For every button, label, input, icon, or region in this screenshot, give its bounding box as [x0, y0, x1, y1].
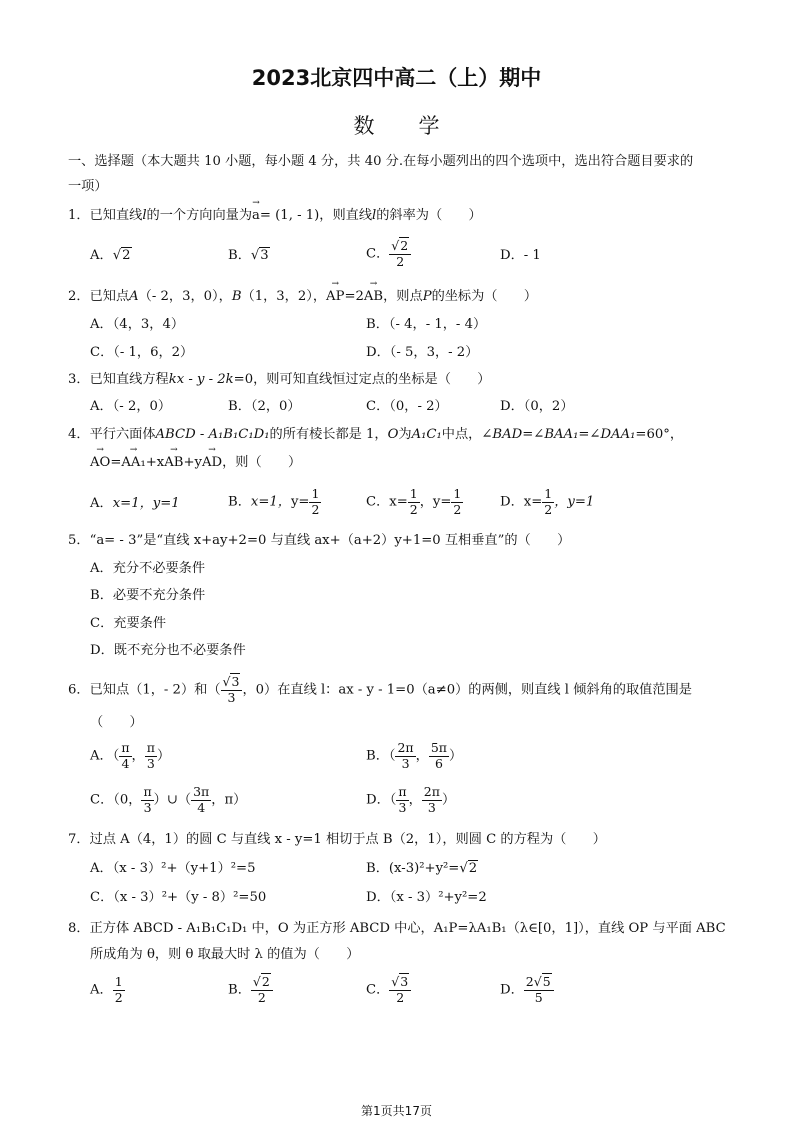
- q1-option-c: [366, 240, 411, 268]
- q4-vector: → AB: [164, 456, 183, 469]
- fraction: $\frac{1}{2}$: [453, 486, 462, 517]
- q2-text: （- 2，3，0），: [138, 289, 232, 304]
- question-1-stem: [68, 209, 482, 222]
- subject-title: 数学: [353, 114, 484, 138]
- q6-option-d: D．（ $\frac{\pi}{3}$ ， $\frac{2\pi}{3}$ ）: [366, 784, 456, 815]
- q4-option-b: B．x=1，y= $\frac{1}{2}$: [228, 486, 320, 517]
- q6-text: 6．已知点（1，- 2）和（: [68, 682, 221, 698]
- q4-option-a: A．x=1，y=1: [90, 496, 180, 511]
- question-5-stem: 5．“a= - 3”是“直线 x+ay+2=0 与直线 ax+（a+2）y+1=0 互相垂直”的（ ）: [68, 533, 571, 548]
- q4-text: 4．平行六面体: [68, 427, 156, 442]
- q4-solid: ABCD - A₁B₁C₁D₁: [155, 427, 270, 442]
- q4-vector: → AD: [202, 456, 222, 469]
- q4-text: 的所有棱长都是 1，: [269, 427, 388, 442]
- q2-option-c: C．（- 1，6，2）: [90, 345, 194, 360]
- q6-option-c: C．（0， $\frac{\pi}{3}$ ）∪（ $\frac{3\pi}{4}$ ，π）: [90, 784, 247, 815]
- q4-text: =60°，: [635, 427, 684, 442]
- q2-text: ，则点: [383, 289, 423, 304]
- question-2-stem: [68, 290, 537, 303]
- q2-text: =2: [344, 289, 364, 304]
- q1-var: l: [372, 208, 377, 223]
- q1-vector: → a: [252, 209, 260, 222]
- q3-option-a: A．（- 2，0）: [90, 399, 172, 414]
- q6-option-a: A．（ $\frac{\pi}{4}$ ， $\frac{\pi}{3}$ ）: [90, 740, 171, 771]
- q1-text: 的一个方向向量为: [146, 208, 253, 223]
- fraction: $\frac{√2}{2}$: [389, 240, 411, 268]
- q2-text: （1，3，2），: [241, 289, 327, 304]
- fraction: $\frac{1}{2}$: [311, 486, 320, 517]
- question-8-stem-line2: 所成角为 θ，则 θ 取最大时 λ 的值为（ ）: [90, 947, 360, 962]
- q5-option-b: B．必要不充分条件: [90, 588, 206, 603]
- option-label: B．: [228, 248, 251, 263]
- q5-option-a: A．充分不必要条件: [90, 561, 206, 576]
- q2-vector: → AP: [326, 290, 344, 303]
- q3-option-c: C．（0，- 2）: [366, 399, 448, 414]
- question-4-stem-line1: [68, 428, 683, 441]
- option-value: - 1: [523, 248, 541, 263]
- question-7-stem: 7．过点 A（4，1）的圆 C 与直线 x - y=1 相切于点 B（2，1），则圆 C 的方程为（ ）: [68, 832, 606, 847]
- q1-text: 的斜率为（ ）: [376, 208, 482, 223]
- q4-text: =: [110, 455, 122, 470]
- q7-option-d: D．（x - 3）²+y²=2: [366, 890, 487, 905]
- option-label: A．: [90, 248, 113, 263]
- q8-option-d: D． $\frac{2√5}{5}$: [500, 976, 554, 1004]
- question-8-stem-line1: 8．正方体 ABCD - A₁B₁C₁D₁ 中，O 为正方形 ABCD 中心，A₁P=λA₁B₁（λ∈[0，1]），直线 OP 与平面 ABC: [68, 921, 726, 936]
- q2-vector: → AB: [364, 290, 383, 303]
- question-4-stem-line2: [90, 456, 301, 469]
- q6-option-b: B．（ $\frac{2\pi}{3}$ ， $\frac{5\pi}{6}$ ）: [366, 740, 463, 771]
- q6-text: ，0）在直线 l：ax - y - 1=0（a≠0）的两侧，则直线 l 倾斜角的取值范围是: [242, 682, 692, 698]
- question-3-stem: [68, 373, 490, 386]
- q3-option-b: B．（2，0）: [228, 399, 301, 414]
- q1-option-d: [500, 249, 541, 262]
- q1-var: l: [142, 208, 147, 223]
- fraction: $\frac{√3}{3}$: [221, 676, 243, 704]
- fraction: $\frac{1}{2}$: [544, 486, 553, 517]
- q1-text: 1．已知直线: [68, 208, 143, 223]
- section-heading-line1: 一、选择题（本大题共 10 小题，每小题 4 分，共 40 分.在每小题列出的四个选项中，选出符合题目要求的: [68, 154, 694, 169]
- q1-option-b: B．√3: [228, 248, 269, 263]
- page-title: 2023北京四中高二（上）期中: [251, 66, 542, 90]
- fraction: $\frac{1}{2}$: [409, 486, 418, 517]
- q4-vector: → AO: [90, 456, 110, 469]
- q2-text: 的坐标为（ ）: [431, 289, 538, 304]
- q8-option-a: A． $\frac{1}{2}$: [90, 974, 123, 1005]
- q4-option-c: C．x= $\frac{1}{2}$ ，y= $\frac{1}{2}$: [366, 486, 462, 517]
- option-label: C．: [366, 246, 390, 262]
- question-6-stem: [68, 676, 692, 704]
- q3-text: 3．已知直线方程: [68, 372, 169, 387]
- q8-option-c: C． $\frac{√3}{2}$: [366, 976, 411, 1004]
- option-value: 3: [260, 248, 269, 263]
- q7-option-b: B．(x-3)²+y²=√2: [366, 861, 478, 876]
- section-heading-line2: 一项）: [68, 179, 108, 194]
- q1-option-a: A．√2: [90, 248, 131, 263]
- q2-option-d: D．（- 5，3，- 2）: [366, 345, 479, 360]
- q3-option-d: D．（0，2）: [500, 399, 574, 414]
- q4-text: 中点，∠: [441, 427, 493, 442]
- q4-vector: → AA₁: [121, 456, 145, 469]
- q4-angle: BAD: [492, 427, 523, 442]
- q5-option-c: C．充要条件: [90, 616, 167, 631]
- q4-text: 为: [398, 427, 412, 442]
- q4-text: +x: [145, 455, 165, 470]
- q8-option-b: B． $\frac{√2}{2}$: [228, 976, 273, 1004]
- q4-angle: BAA₁: [544, 427, 579, 442]
- q1-text: = (1, - 1)，则直线: [259, 208, 373, 223]
- q4-text: +y: [183, 455, 202, 470]
- page-footer: 第1页共17页: [361, 1104, 432, 1118]
- q4-var: O: [387, 427, 399, 442]
- q4-text: =∠: [578, 427, 601, 442]
- q2-option-b: B．（- 4，- 1，- 4）: [366, 317, 487, 332]
- q4-angle: DAA₁: [600, 427, 636, 442]
- q7-option-c: C．（x - 3）²+（y - 8）²=50: [90, 890, 267, 905]
- q4-option-d: D．x= $\frac{1}{2}$ ，y=1: [500, 486, 595, 517]
- q3-text: =0，则可知直线恒过定点的坐标是（ ）: [233, 372, 491, 387]
- q2-var: B: [231, 289, 242, 304]
- question-6-paren: （ ）: [90, 715, 143, 730]
- q4-text: =∠: [522, 427, 545, 442]
- q2-text: 2．已知点: [68, 289, 130, 304]
- q4-text: ，则（ ）: [222, 455, 302, 470]
- q2-option-a: A．（4，3，4）: [90, 317, 185, 332]
- q4-var: A₁C₁: [411, 427, 442, 442]
- q2-var: P: [422, 289, 432, 304]
- q7-option-a: A．（x - 3）²+（y+1）²=5: [90, 861, 256, 876]
- q5-option-d: D．既不充分也不必要条件: [90, 643, 246, 658]
- option-label: D．: [500, 248, 524, 263]
- q2-var: A: [129, 289, 139, 304]
- option-value: 2: [122, 248, 131, 263]
- q3-equation: kx - y - 2k: [168, 372, 234, 387]
